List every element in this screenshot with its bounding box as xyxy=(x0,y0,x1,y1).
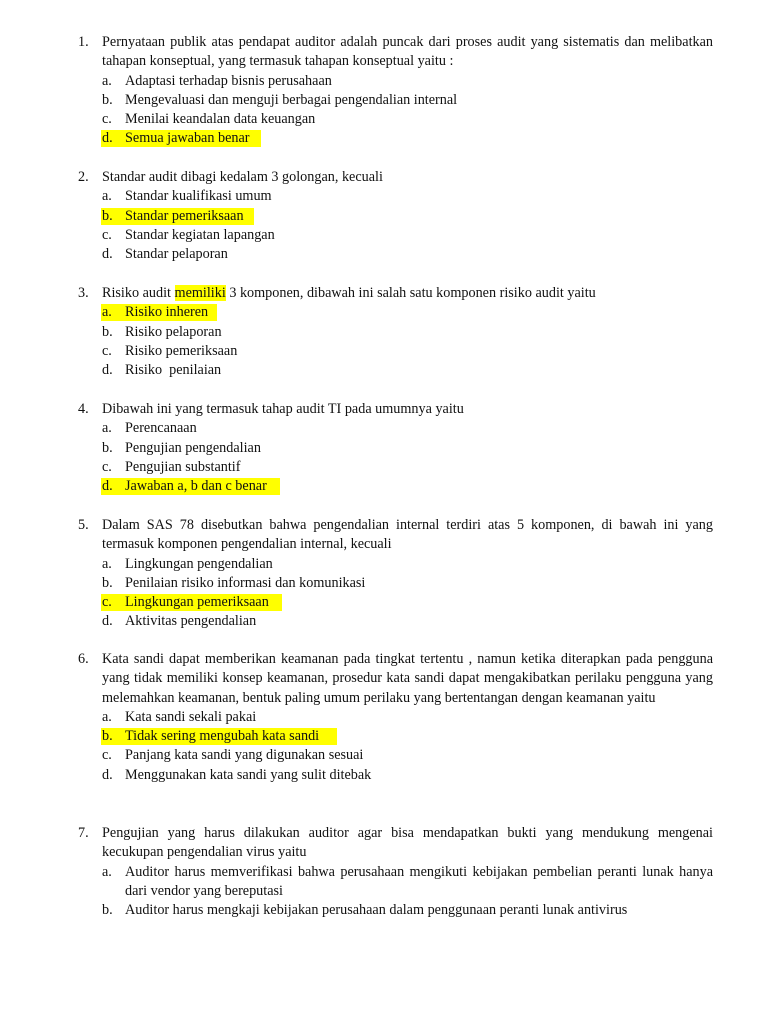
option-b: b. Auditor harus mengkaji kebijakan perusahaan dalam penggunaan peranti lunak antivirus xyxy=(102,902,628,919)
question-number: 6. xyxy=(78,651,89,667)
option-b: b. Penilaian risiko informasi dan komunikasi xyxy=(102,574,366,591)
question-text: Kata sandi dapat memberikan keamanan pada tingkat tertentu , namun ketika diterapkan pada pengguna yang tidak memiliki konsep keamanan, prosedur kata sandi dapat mengakibatkan perilaku pengguna yang melemahkan keamanan, bentuk paling umum perilaku yang bertentangan dengan keamanan yaitu xyxy=(102,651,713,706)
option-c: c. Panjang kata sandi yang digunakan sesuai xyxy=(102,747,364,764)
option-c: c. Risiko pemeriksaan xyxy=(102,342,238,359)
question-text: Standar audit dibagi kedalam 3 golongan, kecuali xyxy=(102,169,383,185)
option-b: b. Mengevaluasi dan menguji berbagai pengendalian internal xyxy=(102,91,458,108)
option-a: a. Kata sandi sekali pakai xyxy=(102,708,257,725)
option-d: d. Aktivitas pengendalian xyxy=(102,613,257,630)
option-a: a. Adaptasi terhadap bisnis perusahaan xyxy=(102,72,332,89)
question-2 xyxy=(0,168,768,264)
question-stem xyxy=(0,284,768,303)
question-stem xyxy=(0,168,768,187)
option-b-answer: b. Tidak sering mengubah kata sandi xyxy=(0,727,768,746)
question-stem xyxy=(0,516,768,555)
option-c: c. Menilai keandalan data keuangan xyxy=(102,111,316,128)
option-a: a. Perencanaan xyxy=(102,420,197,437)
question-text: Pengujian yang harus dilakukan auditor agar bisa mendapatkan bukti yang mendukung mengenai kecukupan pengendalian virus yaitu xyxy=(102,825,713,861)
question-stem xyxy=(0,824,768,863)
option-c-answer: c. Lingkungan pemeriksaan xyxy=(0,593,768,612)
question-number: 2. xyxy=(78,169,89,185)
option-d: d. Menggunakan kata sandi yang sulit ditebak xyxy=(102,766,372,783)
option-d: d. Risiko penilaian xyxy=(102,362,222,379)
question-3 xyxy=(0,284,768,380)
question-number: 3. xyxy=(78,285,89,301)
question-6 xyxy=(0,650,768,785)
question-5 xyxy=(0,516,768,632)
option-a: a. Lingkungan pengendalian xyxy=(102,555,273,572)
option-a: a. Standar kualifikasi umum xyxy=(102,188,272,205)
question-stem xyxy=(0,650,768,708)
option-b: b. Pengujian pengendalian xyxy=(102,439,261,456)
option-a: a. Auditor harus memverifikasi bahwa perusahaan mengikuti kebijakan pembelian peranti lunak hanya dari vendor yang bereputasi xyxy=(102,863,713,899)
option-d-answer: d. Semua jawaban benar xyxy=(0,129,768,148)
question-number: 5. xyxy=(78,517,89,533)
option-b: b. Risiko pelaporan xyxy=(102,323,222,340)
question-1 xyxy=(0,33,768,149)
question-text: Pernyataan publik atas pendapat auditor adalah puncak dari proses audit yang sistematis dan melibatkan tahapan konseptual, yang termasuk tahapan konseptual yaitu : xyxy=(102,34,713,70)
question-text: Risiko audit memiliki 3 komponen, dibawah ini salah satu komponen risiko audit yaitu xyxy=(102,285,596,301)
highlighted-word: memiliki xyxy=(174,285,226,301)
question-number: 1. xyxy=(78,34,89,50)
question-4 xyxy=(0,400,768,496)
option-d: d. Standar pelaporan xyxy=(102,246,228,263)
option-d-answer: d. Jawaban a, b dan c benar xyxy=(0,477,768,496)
option-c: c. Pengujian substantif xyxy=(102,458,241,475)
question-number: 4. xyxy=(78,401,89,417)
question-stem xyxy=(0,33,768,72)
option-a-answer: a. Risiko inheren xyxy=(0,303,768,322)
option-b-answer: b. Standar pemeriksaan xyxy=(0,207,768,226)
question-text: Dibawah ini yang termasuk tahap audit TI pada umumnya yaitu xyxy=(102,401,464,417)
option-c: c. Standar kegiatan lapangan xyxy=(102,226,275,243)
question-text: Dalam SAS 78 disebutkan bahwa pengendalian internal terdiri atas 5 komponen, di bawah ini yang termasuk komponen pengendalian internal, kecuali xyxy=(102,517,713,553)
question-stem xyxy=(0,400,768,419)
question-number: 7. xyxy=(78,825,89,841)
question-7 xyxy=(0,824,768,920)
